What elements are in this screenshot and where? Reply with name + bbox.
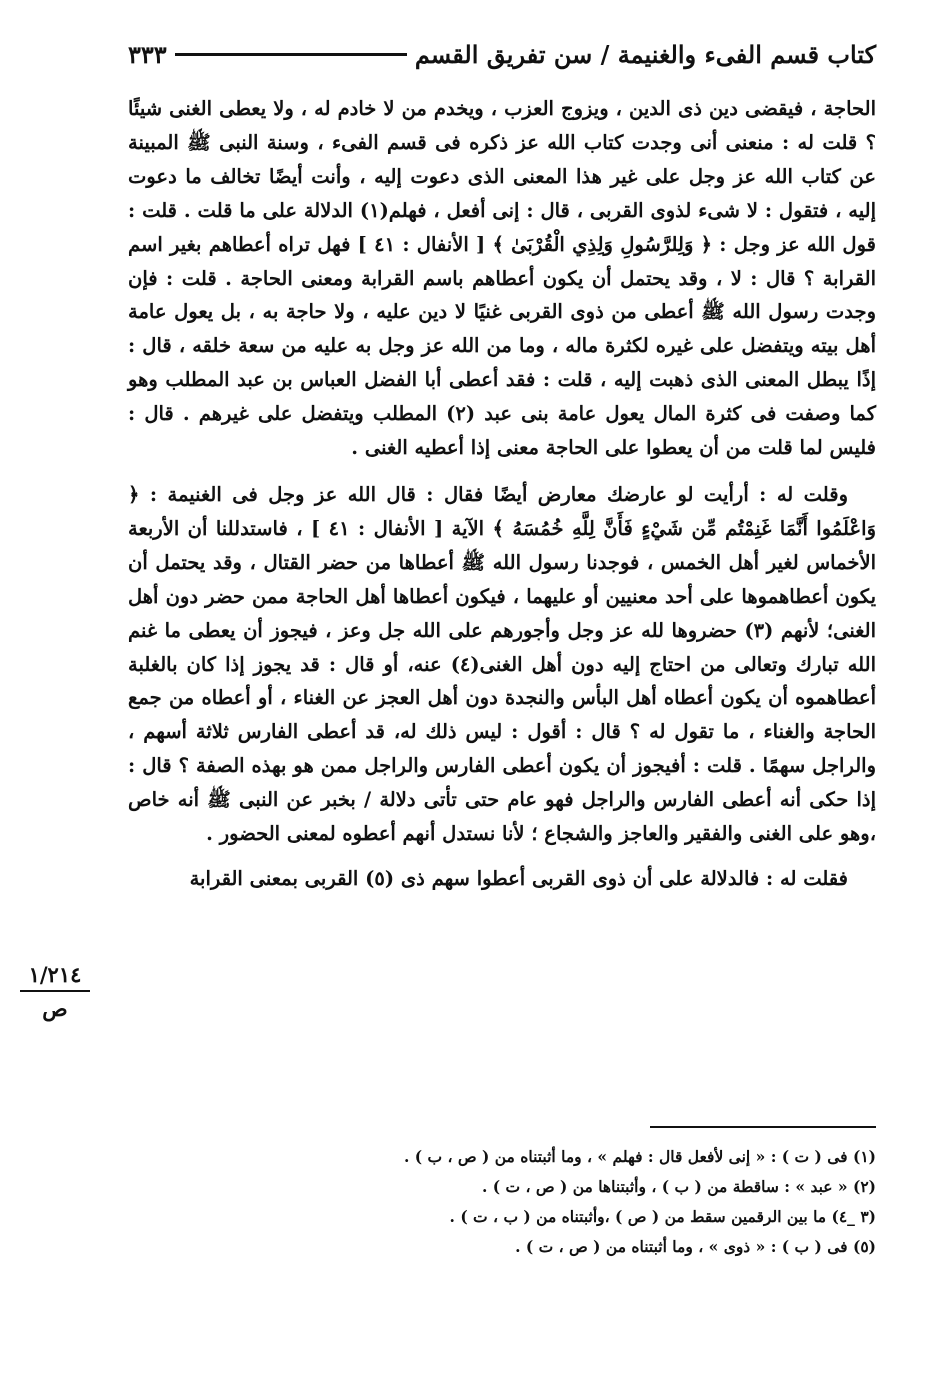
paragraph-1: الحاجة ، فيقضى دين ذى الدين ، ويزوج العزب ، ويخدم من لا خادم له ، ولا يعطى الغنى شيئًا ؟ قلت له : منعنى أنى وجدت كتاب الله عز ذكره فى قسم الفىء ، وسنة النبى ﷺ المبينة عن كتاب الله عز وجل على غير هذا المعنى الذى دعوت إليه ، وأنت أيضًا تخالف ما دعوت إليه ، فتقول : لا شىء لذوى القربى ، قال : إنى أفعل ، فهلم(١) الدلالة على ما قلت . قلت : قول الله عز وجل : ﴿ وَلِلرَّسُولِ وَلِذِي الْقُرْبَىٰ ﴾ [ الأنفال : ٤١ ] فهل تراه أعطاهم بغير اسم القرابة ؟ قال : لا ، وقد يحتمل أن يكون أعطاهم باسم القرابة ومعنى الحاجة . قلت : فإن وجدت رسول الله ﷺ أعطى من ذوى القربى غنيًا لا دين عليه ، ولا حاجة به ، بل يعول عامة أهل بيته ويتفضل على غيره لكثرة ماله ، وما من الله عز وجل به عليه من سعة خلقه ، قال : إذًا يبطل المعنى الذى ذهبت إليه ، قلت : فقد أعطى أبا الفضل العباس بن عبد المطلب وهو كما وصفت فى كثرة المال يعول عامة بنى عبد (٢) المطلب ويتفضل على غيرهم . قال : فليس لما قلت من أن يعطوا على الحاجة معنى إذا أعطيه الغنى . xyxy=(128,97,876,460)
folio-reference: ١/٢١٤ xyxy=(28,962,82,987)
footnote-separator xyxy=(650,1126,876,1128)
paragraph-3: فقلت له : فالدلالة على أن ذوى القربى أعطوا سهم ذى (٥) القربى بمعنى القرابة xyxy=(189,866,848,890)
running-title: كتاب قسم الفىء والغنيمة / سن تفريق القسم xyxy=(414,39,876,69)
footnotes xyxy=(128,1142,876,1262)
margin-note-rule xyxy=(20,990,90,992)
page-number: ٣٣٣ xyxy=(128,39,167,69)
manuscript-siglum: ص xyxy=(42,996,68,1021)
footnote-4: (٥) فى ( ب ) : « ذوى » ، وما أثبتناه من ( ص ، ت ) . xyxy=(515,1237,876,1256)
footnote-3: (٣ _٤) ما بين الرقمين سقط من ( ص ) ،وأثبتناه من ( ب ، ت ) . xyxy=(449,1207,876,1226)
page-header xyxy=(128,34,876,74)
margin-note xyxy=(14,962,96,1022)
main-text xyxy=(128,92,876,896)
paragraph-2: وقلت له : أرأيت لو عارضك معارض أيضًا فقال : قال الله عز وجل فى الغنيمة : ﴿ وَاعْلَمُوا أَنَّمَا غَنِمْتُم مِّن شَيْءٍ فَأَنَّ لِلَّهِ خُمُسَهُ ﴾ الآية [ الأنفال : ٤١ ] ، فاستدللنا أن الأربعة الأخماس لغير أهل الخمس ، فوجدنا رسول الله ﷺ أعطاها من حضر القتال ، وقد يحتمل أن يكون أعطاهموها على أحد معنيين أو عليهما ، فيكون أعطاها أهل الحاجة ممن حضر دون أهل الغنى؛ لأنهم (٣) حضروها لله عز وجل وأجورهم على الله جل وعز ، فيجوز أن يعطى ما غنم الله تبارك وتعالى من احتاج إليه دون أهل الغنى(٤) عنه، أو قال : قد يجوز إذا كان بالغلبة أعطاهموه أن يكون أعطاه أهل البأس والنجدة دون أهل العجز عن الغناء ، أو أعطاه من جمع الحاجة والغناء ، ما تقول له ؟ قال : أقول : ليس ذلك له، قد أعطى الفارس ثلاثة أسهم ، والراجل سهمًا . قلت : أفيجوز أن يكون أعطى الفارس والراجل ممن هو بهذه الصفة ؟ قال : إذا حكى أنه أعطى الفارس والراجل فهو عام حتى تأتى دلالة / بخبر عن النبى ﷺ أنه خاص ،وهو على الغنى والفقير والعاجز والشجاع ؛ لأنا نستدل أنهم أعطوه لمعنى الحضور . xyxy=(128,482,877,846)
footnote-2: (٢) « عبد » : ساقطة من ( ب ) ، وأثبتناها من ( ص ، ت ) . xyxy=(481,1177,876,1196)
footnote-1: (١) فى ( ت ) : « إنى لأفعل قال : فهلم » ، وما أثبتناه من ( ص ، ب ) . xyxy=(403,1147,876,1166)
header-rule xyxy=(175,53,407,56)
